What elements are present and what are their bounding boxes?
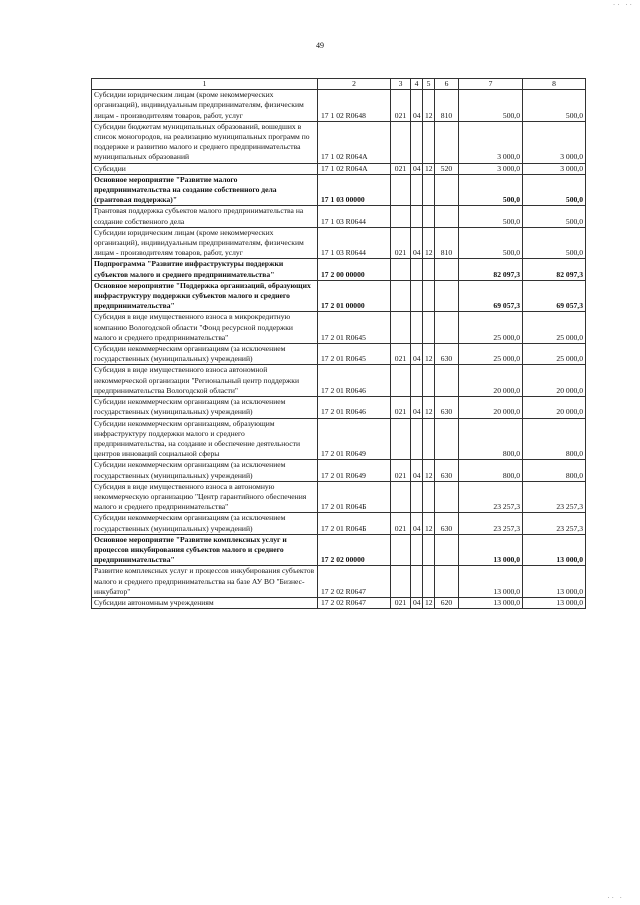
row-name-cell: Субсидия в виде имущественного взноса в микрокредитную компанию Вологодской области "Фонд ресурсной поддержки малого и среднего предпринимательства" [92,312,318,344]
row-expense-type-cell: 630 [435,397,459,418]
row-subsection-cell [423,121,435,163]
header-cell: 6 [435,79,459,90]
header-cell: 3 [391,79,411,90]
row-name-cell: Субсидия в виде имущественного взноса автономной некоммерческой организации "Региональный центр поддержки предпринимательства Вологодской области" [92,365,318,397]
row-section-cell [411,365,423,397]
row-amount-cell: 23 257,3 [459,481,523,513]
row-expense-type-cell: 520 [435,163,459,174]
header-cell: 2 [318,79,391,90]
table-row [92,481,586,513]
row-expense-type-cell [435,418,459,460]
row-amount-cell: 3 000,0 [459,163,523,174]
table-row [92,312,586,344]
row-name-cell: Субсидии автономным учреждениям [92,597,318,608]
row-subsection-cell: 12 [423,397,435,418]
row-code-cell: 17 2 01 R064Б [318,481,391,513]
row-section-cell [411,206,423,227]
row-amount-cell: 82 097,3 [523,259,586,280]
row-name-cell: Основное мероприятие "Развитие малого предпринимательства на создание собственного дела (грантовая поддержка)" [92,174,318,206]
row-subsection-cell: 12 [423,597,435,608]
row-ministry-cell [391,481,411,513]
row-amount-cell: 20 000,0 [523,365,586,397]
table-row [92,365,586,397]
row-amount-cell: 25 000,0 [459,312,523,344]
row-expense-type-cell [435,206,459,227]
table-row [92,534,586,566]
row-amount-cell: 3 000,0 [459,121,523,163]
table-header-row [92,79,586,90]
row-code-cell: 17 2 02 R0647 [318,566,391,598]
row-expense-type-cell: 630 [435,460,459,481]
row-amount-cell: 20 000,0 [523,397,586,418]
row-name-cell: Субсидии некоммерческим организациям (за исключением государственных (муниципальных) учреждений) [92,460,318,481]
row-name-cell: Субсидии [92,163,318,174]
row-subsection-cell [423,280,435,312]
row-subsection-cell: 12 [423,344,435,365]
row-section-cell: 04 [411,344,423,365]
row-name-cell: Субсидии некоммерческим организациям (за исключением государственных (муниципальных) учреждений) [92,344,318,365]
row-amount-cell: 3 000,0 [523,121,586,163]
row-name-cell: Субсидии некоммерческим организациям, образующим инфраструктуру поддержки малого и среднего предпринимательства, на создание и обеспечение деятельности центров инноваций социальной сферы [92,418,318,460]
scan-corner-mark: ·· ·· [612,1,634,9]
row-subsection-cell [423,312,435,344]
row-subsection-cell [423,534,435,566]
row-section-cell [411,121,423,163]
row-amount-cell: 500,0 [459,227,523,259]
row-amount-cell: 82 097,3 [459,259,523,280]
row-expense-type-cell: 620 [435,597,459,608]
row-expense-type-cell [435,280,459,312]
header-cell: 4 [411,79,423,90]
row-section-cell [411,312,423,344]
row-code-cell: 17 1 02 R064A [318,121,391,163]
row-expense-type-cell: 810 [435,227,459,259]
row-name-cell: Субсидия в виде имущественного взноса в автономную некоммерческую организацию "Центр гарантийного обеспечения малого и среднего предпринимательства" [92,481,318,513]
row-ministry-cell [391,418,411,460]
row-amount-cell: 23 257,3 [459,513,523,534]
row-amount-cell: 500,0 [523,90,586,122]
row-name-cell: Субсидии некоммерческим организациям (за исключением государственных (муниципальных) учреждений) [92,513,318,534]
row-ministry-cell: 021 [391,227,411,259]
header-cell: 7 [459,79,523,90]
row-ministry-cell [391,121,411,163]
row-ministry-cell [391,312,411,344]
row-code-cell: 17 1 03 R0644 [318,206,391,227]
row-section-cell: 04 [411,227,423,259]
row-amount-cell: 800,0 [459,460,523,481]
table-row [92,206,586,227]
row-code-cell: 17 1 02 R0648 [318,90,391,122]
table-row [92,344,586,365]
row-expense-type-cell: 630 [435,344,459,365]
table-row [92,121,586,163]
scan-corner-mark: ·· · [607,894,624,902]
row-name-cell: Основное мероприятие "Поддержка организаций, образующих инфраструктуру поддержки субъектов малого и среднего предпринимательства" [92,280,318,312]
row-amount-cell: 13 000,0 [459,597,523,608]
row-expense-type-cell [435,566,459,598]
row-code-cell: 17 2 01 R0646 [318,365,391,397]
row-ministry-cell: 021 [391,597,411,608]
row-section-cell: 04 [411,90,423,122]
header-cell: 1 [92,79,318,90]
table-row [92,513,586,534]
row-name-cell: Субсидии юридическим лицам (кроме некоммерческих организаций), индивидуальным предпринимателям, физическим лицам - производителям товаров, работ, услуг [92,227,318,259]
row-amount-cell: 500,0 [459,206,523,227]
table-row [92,597,586,608]
row-amount-cell: 500,0 [523,227,586,259]
row-subsection-cell: 12 [423,90,435,122]
row-code-cell: 17 2 01 R0645 [318,312,391,344]
row-amount-cell: 500,0 [459,174,523,206]
row-amount-cell: 69 057,3 [459,280,523,312]
row-amount-cell: 800,0 [523,418,586,460]
row-amount-cell: 3 000,0 [523,163,586,174]
row-code-cell: 17 2 01 R0649 [318,418,391,460]
row-section-cell: 04 [411,597,423,608]
row-section-cell [411,174,423,206]
row-subsection-cell: 12 [423,513,435,534]
row-expense-type-cell [435,259,459,280]
row-amount-cell: 500,0 [523,174,586,206]
row-subsection-cell [423,174,435,206]
row-subsection-cell: 12 [423,163,435,174]
row-subsection-cell [423,259,435,280]
row-amount-cell: 25 000,0 [523,312,586,344]
row-ministry-cell: 021 [391,90,411,122]
row-section-cell [411,280,423,312]
row-amount-cell: 13 000,0 [459,534,523,566]
row-subsection-cell [423,418,435,460]
row-amount-cell: 69 057,3 [523,280,586,312]
row-name-cell: Развитие комплексных услуг и процессов инкубирования субъектов малого и среднего предпринимательства на базе АУ ВО "Бизнес-инкубатор" [92,566,318,598]
row-subsection-cell: 12 [423,227,435,259]
table-row [92,280,586,312]
row-amount-cell: 20 000,0 [459,365,523,397]
row-amount-cell: 23 257,3 [523,481,586,513]
row-expense-type-cell: 810 [435,90,459,122]
row-code-cell: 17 2 01 00000 [318,280,391,312]
row-amount-cell: 800,0 [523,460,586,481]
row-section-cell [411,418,423,460]
row-code-cell: 17 2 01 R0645 [318,344,391,365]
row-ministry-cell [391,365,411,397]
header-cell: 5 [423,79,435,90]
row-name-cell: Субсидии некоммерческим организациям (за исключением государственных (муниципальных) учреждений) [92,397,318,418]
table-row [92,90,586,122]
row-ministry-cell [391,534,411,566]
table-row [92,418,586,460]
row-amount-cell: 13 000,0 [523,566,586,598]
row-code-cell: 17 2 01 R0649 [318,460,391,481]
row-expense-type-cell [435,121,459,163]
table-row [92,566,586,598]
row-amount-cell: 13 000,0 [523,597,586,608]
row-ministry-cell [391,259,411,280]
row-name-cell: Субсидии бюджетам муниципальных образований, вошедших в список моногородов, на реализацию муниципальных программ по поддержке и развитию малого и среднего предпринимательства муниципальных образований [92,121,318,163]
row-ministry-cell: 021 [391,513,411,534]
row-ministry-cell: 021 [391,397,411,418]
page-number: 49 [316,41,324,50]
row-section-cell [411,259,423,280]
row-name-cell: Основное мероприятие "Развитие комплексных услуг и процессов инкубирования субъектов малого и среднего предпринимательства" [92,534,318,566]
row-amount-cell: 500,0 [459,90,523,122]
row-ministry-cell [391,206,411,227]
row-ministry-cell [391,174,411,206]
row-section-cell: 04 [411,460,423,481]
table-row [92,259,586,280]
row-section-cell [411,566,423,598]
row-ministry-cell: 021 [391,460,411,481]
row-expense-type-cell [435,365,459,397]
row-subsection-cell [423,365,435,397]
row-code-cell: 17 1 02 R064A [318,163,391,174]
row-name-cell: Субсидии юридическим лицам (кроме некоммерческих организаций), индивидуальным предпринимателям, физическим лицам - производителям товаров, работ, услуг [92,90,318,122]
header-cell: 8 [523,79,586,90]
row-amount-cell: 25 000,0 [523,344,586,365]
row-code-cell: 17 2 02 R0647 [318,597,391,608]
row-section-cell: 04 [411,397,423,418]
row-code-cell: 17 2 02 00000 [318,534,391,566]
row-amount-cell: 13 000,0 [523,534,586,566]
row-subsection-cell [423,481,435,513]
row-ministry-cell: 021 [391,344,411,365]
row-ministry-cell [391,280,411,312]
row-amount-cell: 13 000,0 [459,566,523,598]
table-row [92,460,586,481]
row-subsection-cell: 12 [423,460,435,481]
row-amount-cell: 500,0 [523,206,586,227]
row-section-cell: 04 [411,163,423,174]
row-amount-cell: 800,0 [459,418,523,460]
table-row [92,227,586,259]
table-row [92,174,586,206]
row-code-cell: 17 2 00 00000 [318,259,391,280]
row-amount-cell: 20 000,0 [459,397,523,418]
row-expense-type-cell [435,534,459,566]
row-code-cell: 17 2 01 R064Б [318,513,391,534]
row-section-cell: 04 [411,513,423,534]
row-amount-cell: 25 000,0 [459,344,523,365]
table-row [92,397,586,418]
budget-table [91,78,586,609]
row-name-cell: Грантовая поддержка субъектов малого предпринимательства на создание собственного дела [92,206,318,227]
row-expense-type-cell: 630 [435,513,459,534]
row-expense-type-cell [435,481,459,513]
row-section-cell [411,534,423,566]
row-code-cell: 17 2 01 R0646 [318,397,391,418]
row-expense-type-cell [435,312,459,344]
row-subsection-cell [423,566,435,598]
table-row [92,163,586,174]
row-expense-type-cell [435,174,459,206]
row-ministry-cell [391,566,411,598]
row-amount-cell: 23 257,3 [523,513,586,534]
row-code-cell: 17 1 03 R0644 [318,227,391,259]
row-name-cell: Подпрограмма "Развитие инфраструктуры поддержки субъектов малого и среднего предпринимательства" [92,259,318,280]
row-code-cell: 17 1 03 00000 [318,174,391,206]
row-ministry-cell: 021 [391,163,411,174]
row-section-cell [411,481,423,513]
row-subsection-cell [423,206,435,227]
